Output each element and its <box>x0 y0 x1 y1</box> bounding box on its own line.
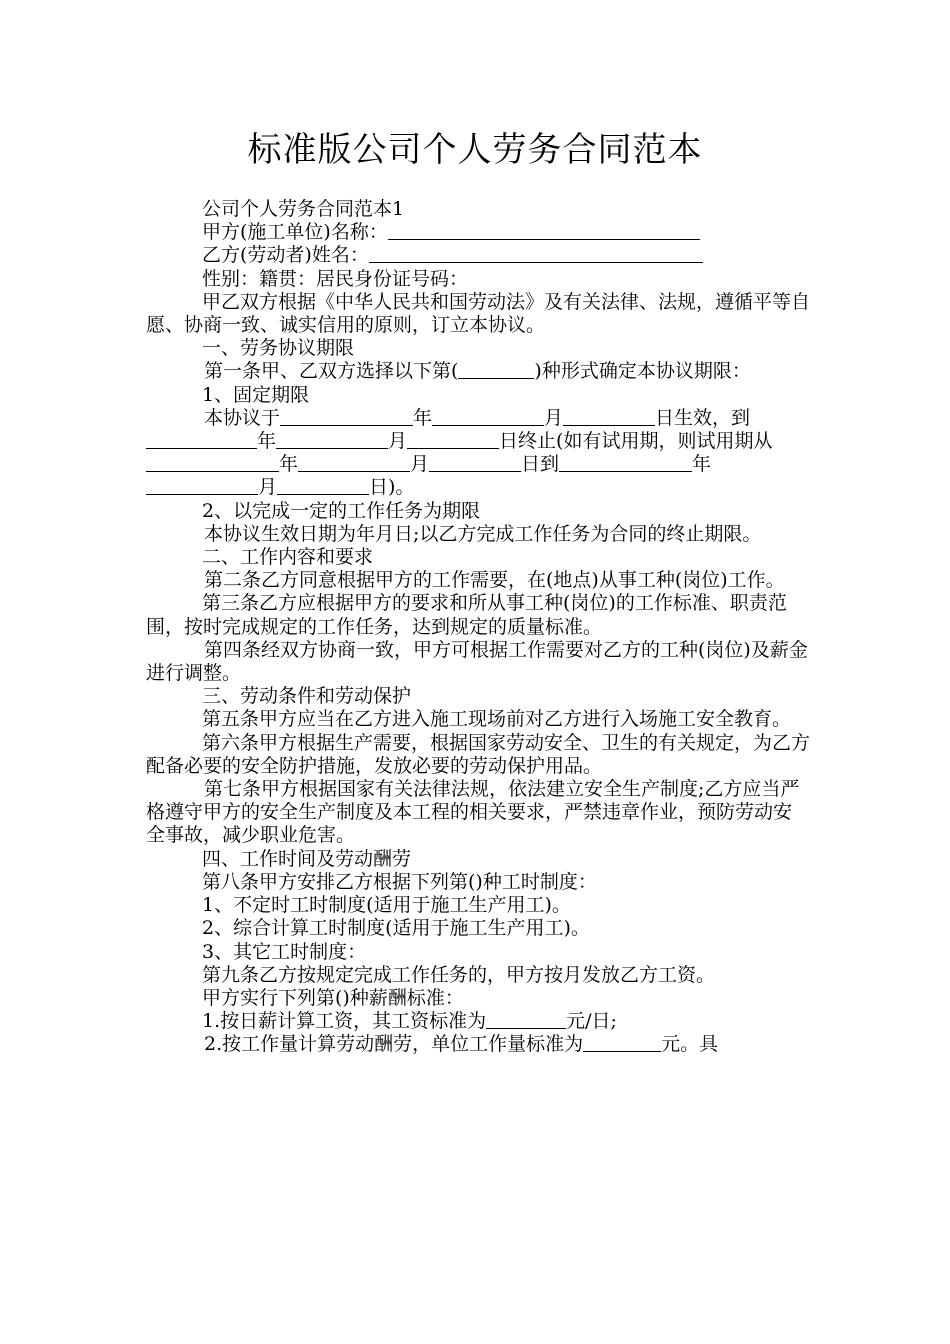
preamble-paragraph: 甲乙双方根据《中华人民共和国劳动法》及有关法律、法规，遵循平等自愿、协商一致、诚实信用的原则，订立本协议。 <box>146 290 811 337</box>
fixed-term-paragraph: 本协议于 年 月 日生效，到年 月 日终止(如有试用期，则试用期从年 月 日到 年月 日)。 <box>146 407 810 500</box>
salary-option-2: 2.按工作量计算劳动酬劳，单位工作量标准为 元。具 <box>204 1033 719 1056</box>
term-choice-blank <box>458 360 534 379</box>
party-b-name-blank <box>369 244 703 263</box>
article-9: 第九条乙方按规定完成工作任务的，甲方按月发放乙方工资。 <box>202 963 716 986</box>
article-4: 第四条经双方协商一致，甲方可根据工作需要对乙方的工种(岗位)及薪金进行调整。 <box>146 638 808 685</box>
article-5: 第五条甲方应当在乙方进入施工现场前对乙方进行入场施工安全教育。 <box>202 708 792 731</box>
article-3: 第三条乙方应根据甲方的要求和所从事工种(岗位)的工作标准、职责范围，按时完成规定的工作任务，达到规定的质量标准。 <box>146 592 787 638</box>
work-hours-option-3: 3、其它工时制度： <box>202 940 367 963</box>
section-heading-1: 一、劳务协议期限 <box>202 337 355 360</box>
task-term-heading: 2、以完成一定的工作任务为期限 <box>202 499 481 522</box>
work-hours-option-2: 2、综合计算工时制度(适用于施工生产用工)。 <box>202 917 590 940</box>
party-a-line: 甲方(施工单位)名称： <box>146 221 810 244</box>
article-8: 第八条甲方安排乙方根据下列第()种工时制度： <box>202 870 597 893</box>
salary-option-1: 1.按日薪计算工资，其工资标准为 元/日; <box>202 1010 617 1033</box>
section-heading-3: 三、劳动条件和劳动保护 <box>202 685 412 708</box>
party-a-name-blank <box>388 221 700 240</box>
contract-subtitle: 公司个人劳务合同范本1 <box>202 198 405 220</box>
fixed-term-heading: 1、固定期限 <box>202 383 310 406</box>
article-6: 第六条甲方根据生产需要，根据国家劳动安全、卫生的有关规定，为乙方配备必要的安全防护措施，发放必要的劳动保护用品。 <box>146 731 811 777</box>
article-2: 第二条乙方同意根据甲方的工作需要，在(地点)从事工种(岗位)工作。 <box>204 569 785 592</box>
party-b-line: 乙方(劳动者)姓名： <box>146 244 810 267</box>
section-heading-2: 二、工作内容和要求 <box>202 546 374 569</box>
section-heading-4: 四、工作时间及劳动酬劳 <box>202 847 412 870</box>
personal-info-line: 性别：籍贯：居民身份证号码： <box>202 267 469 290</box>
unit-rate-blank <box>583 1033 661 1052</box>
salary-standard-line: 甲方实行下列第()种薪酬标准： <box>202 986 464 1009</box>
work-hours-option-1: 1、不定时工时制度(适用于施工生产用工)。 <box>202 894 571 917</box>
document-title: 标准版公司个人劳务合同范本 <box>247 130 703 170</box>
daily-wage-blank <box>486 1010 566 1029</box>
task-term-paragraph: 本协议生效日期为年月日;以乙方完成工作任务为合同的终止期限。 <box>204 522 762 545</box>
article-1: 第一条甲、乙双方选择以下第( )种形式确定本协议期限： <box>204 360 751 383</box>
document-body <box>146 198 810 1057</box>
article-7: 第七条甲方根据国家有关法律法规，依法建立安全生产制度;乙方应当严格遵守甲方的安全生产制度及本工程的相关要求，严禁违章作业，预防劳动安全事故，减少职业危害。 <box>146 778 800 847</box>
